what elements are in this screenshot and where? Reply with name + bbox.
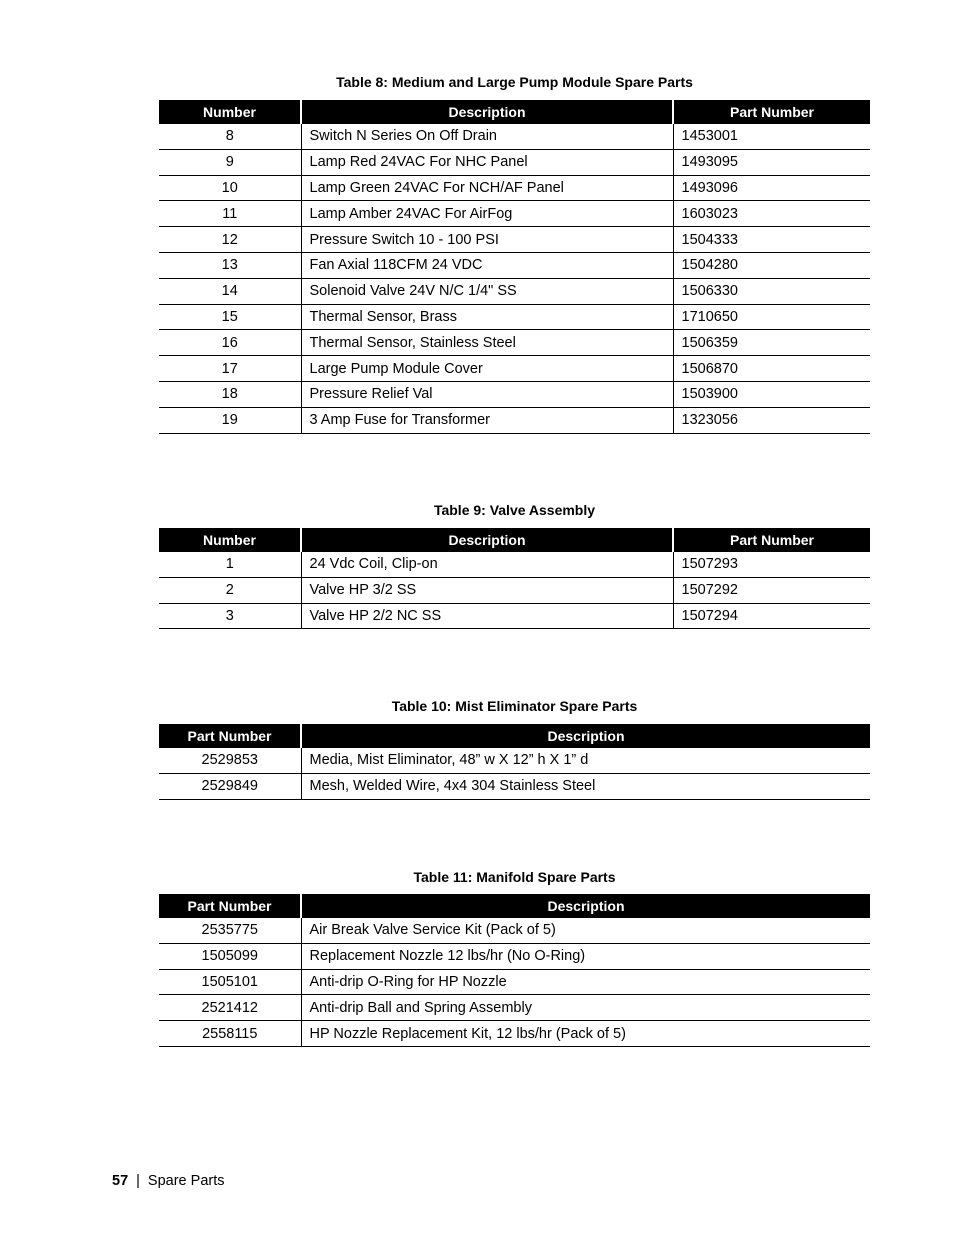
table-row [159,175,870,201]
cell-part-number: 1505099 [159,943,301,969]
table-row [159,278,870,304]
header-description: Description [301,100,673,124]
cell-description: Anti-drip Ball and Spring Assembly [301,995,870,1021]
table11 [159,894,870,1047]
cell-description: 24 Vdc Coil, Clip-on [301,552,673,577]
table-row [159,201,870,227]
cell-description: Lamp Green 24VAC For NCH/AF Panel [301,175,673,201]
cell-part-number: 1504333 [673,227,870,253]
cell-number: 3 [159,603,301,629]
table8-caption: Table 8: Medium and Large Pump Module Spare Parts [336,74,693,90]
cell-description: Media, Mist Eliminator, 48” w X 12” h X 1” d [301,748,870,773]
table-row [159,918,870,943]
table-header-row [159,100,870,124]
cell-number: 15 [159,304,301,330]
table-row [159,381,870,407]
cell-description: HP Nozzle Replacement Kit, 12 lbs/hr (Pack of 5) [301,1021,870,1047]
cell-part-number: 2529849 [159,773,301,799]
cell-part-number: 1507292 [673,577,870,603]
cell-part-number: 1710650 [673,304,870,330]
header-part-number: Part Number [673,528,870,552]
cell-number: 13 [159,252,301,278]
cell-part-number: 1506330 [673,278,870,304]
cell-description: Lamp Red 24VAC For NHC Panel [301,149,673,175]
header-part-number: Part Number [673,100,870,124]
table10 [159,724,870,800]
footer-separator: | [136,1173,140,1189]
cell-number: 1 [159,552,301,577]
cell-description: Valve HP 3/2 SS [301,577,673,603]
cell-description: Large Pump Module Cover [301,356,673,382]
cell-part-number: 1504280 [673,252,870,278]
cell-part-number: 1503900 [673,381,870,407]
table-row [159,943,870,969]
page-footer [112,1173,225,1189]
cell-description: Anti-drip O-Ring for HP Nozzle [301,969,870,995]
cell-part-number: 1506359 [673,330,870,356]
cell-part-number: 2521412 [159,995,301,1021]
table9-caption: Table 9: Valve Assembly [433,502,596,518]
cell-description: Fan Axial 118CFM 24 VDC [301,252,673,278]
cell-number: 19 [159,407,301,433]
table-row [159,603,870,629]
cell-part-number: 1323056 [673,407,870,433]
cell-part-number: 1507293 [673,552,870,577]
table-header-row [159,894,870,918]
table-row [159,304,870,330]
table-row [159,1021,870,1047]
footer-section: Spare Parts [147,1173,225,1189]
cell-number: 18 [159,381,301,407]
cell-part-number: 1506870 [673,356,870,382]
table11-caption: Table 11: Manifold Spare Parts [413,869,616,885]
table9 [159,528,870,629]
cell-number: 8 [159,124,301,149]
cell-number: 2 [159,577,301,603]
cell-part-number: 1505101 [159,969,301,995]
cell-number: 11 [159,201,301,227]
table-row [159,773,870,799]
cell-description: 3 Amp Fuse for Transformer [301,407,673,433]
table-header-row [159,528,870,552]
table-row [159,356,870,382]
header-part-number: Part Number [159,724,301,748]
table-row [159,748,870,773]
cell-description: Valve HP 2/2 NC SS [301,603,673,629]
table-row [159,969,870,995]
table-header-row [159,724,870,748]
header-description: Description [301,894,870,918]
table-row [159,995,870,1021]
cell-part-number: 1453001 [673,124,870,149]
cell-number: 14 [159,278,301,304]
cell-part-number: 1507294 [673,603,870,629]
table-row [159,149,870,175]
cell-part-number: 1603023 [673,201,870,227]
header-description: Description [301,528,673,552]
table10-caption: Table 10: Mist Eliminator Spare Parts [391,698,638,714]
table-row [159,552,870,577]
cell-description: Switch N Series On Off Drain [301,124,673,149]
table8 [159,100,870,434]
cell-description: Pressure Switch 10 - 100 PSI [301,227,673,253]
cell-description: Solenoid Valve 24V N/C 1/4" SS [301,278,673,304]
cell-description: Thermal Sensor, Brass [301,304,673,330]
cell-number: 16 [159,330,301,356]
header-number: Number [159,528,301,552]
cell-number: 12 [159,227,301,253]
cell-part-number: 1493096 [673,175,870,201]
table-row [159,124,870,149]
table-row [159,407,870,433]
cell-description: Mesh, Welded Wire, 4x4 304 Stainless Steel [301,773,870,799]
cell-number: 10 [159,175,301,201]
cell-description: Thermal Sensor, Stainless Steel [301,330,673,356]
cell-description: Lamp Amber 24VAC For AirFog [301,201,673,227]
cell-description: Pressure Relief Val [301,381,673,407]
header-part-number: Part Number [159,894,301,918]
cell-description: Air Break Valve Service Kit (Pack of 5) [301,918,870,943]
cell-part-number: 2535775 [159,918,301,943]
cell-part-number: 2529853 [159,748,301,773]
table-row [159,577,870,603]
header-description: Description [301,724,870,748]
table-row [159,330,870,356]
cell-number: 9 [159,149,301,175]
table-row [159,227,870,253]
table-row [159,252,870,278]
cell-description: Replacement Nozzle 12 lbs/hr (No O-Ring) [301,943,870,969]
cell-part-number: 2558115 [159,1021,301,1047]
cell-number: 17 [159,356,301,382]
cell-part-number: 1493095 [673,149,870,175]
page-number: 57 [112,1173,129,1189]
header-number: Number [159,100,301,124]
